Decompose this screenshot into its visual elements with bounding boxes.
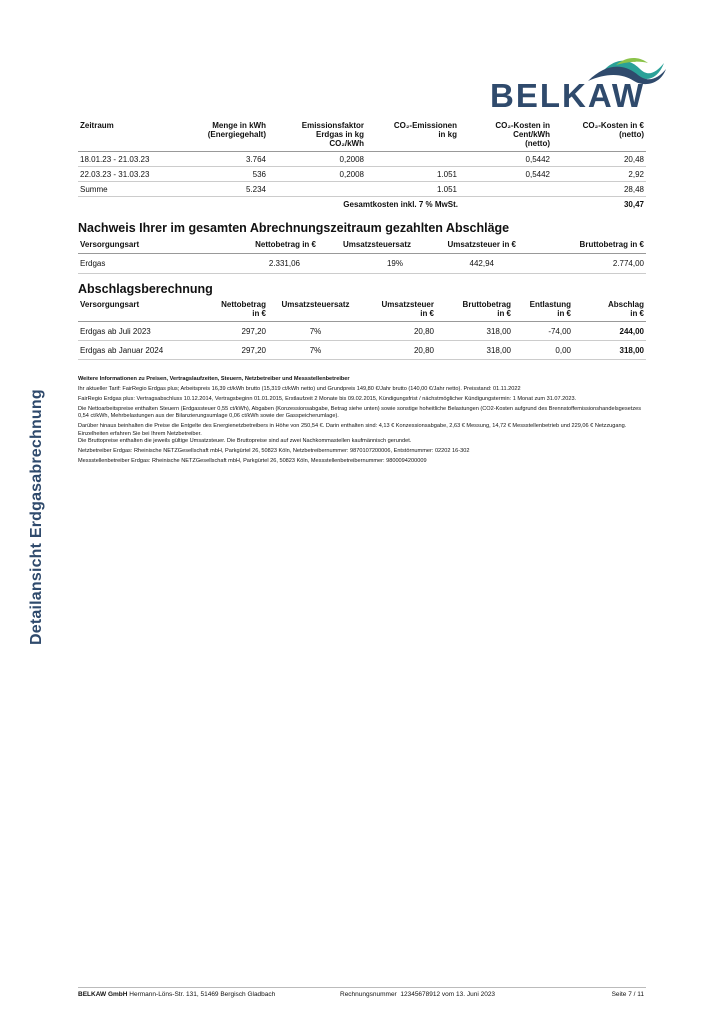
header-net: Nettobetrag in € bbox=[198, 238, 318, 254]
cell-net: 2.331,06 bbox=[198, 254, 318, 274]
installments-title: Abschlagsberechnung bbox=[78, 282, 213, 296]
header-factor: Emissionsfaktor Erdgas in kg CO₂/kWh bbox=[268, 119, 366, 152]
total-row bbox=[78, 197, 646, 212]
info-meter-operator: Messstellenbetreiber Erdgas: Rheinische NETZGesellschaft mbH, Parkgürtel 26, 50823 Köln, Messstellenbetreibernummer: 9800094200009 bbox=[78, 457, 427, 464]
header-tax: Umsatzsteuer in € bbox=[363, 298, 436, 322]
payments-title: Nachweis Ihrer im gesamten Abrechnungszeitraum gezahlten Abschläge bbox=[78, 221, 510, 235]
footer-company: BELKAW GmbH Hermann-Löns-Str. 131, 51469 Bergisch Gladbach bbox=[78, 991, 276, 998]
cell-rate: 7% bbox=[268, 341, 363, 360]
cell-emissions: 1.051 bbox=[366, 167, 459, 182]
header-relief: Entlastung in € bbox=[513, 298, 573, 322]
header-amount: Menge in kWh (Energiegehalt) bbox=[178, 119, 268, 152]
info-heading: Weitere Informationen zu Preisen, Vertragslaufzeiten, Steuern, Netzbetreiber und Messstellenbetreiber bbox=[78, 376, 350, 382]
cell-net: 297,20 bbox=[188, 341, 268, 360]
cell-emissions bbox=[366, 152, 459, 167]
payments-table bbox=[78, 238, 646, 274]
header-cost-ct: CO₂-Kosten in Cent/kWh (netto) bbox=[459, 119, 552, 152]
cell-rate: 19% bbox=[318, 254, 413, 274]
cell-rate: 7% bbox=[268, 322, 363, 341]
cell-tax: 442,94 bbox=[413, 254, 518, 274]
co2-cost-table bbox=[78, 119, 646, 211]
cell-amount: 5.234 bbox=[178, 182, 268, 197]
table-row bbox=[78, 182, 646, 197]
cell-cost-eur: 20,48 bbox=[552, 152, 646, 167]
table-header-row bbox=[78, 298, 646, 322]
header-tax: Umsatzsteuer in € bbox=[413, 238, 518, 254]
cell-factor: 0,2008 bbox=[268, 152, 366, 167]
cell-type: Erdgas ab Juli 2023 bbox=[78, 322, 188, 341]
side-title: Detailansicht Erdgasabrechnung bbox=[28, 389, 45, 645]
cell-period: 22.03.23 - 31.03.23 bbox=[78, 167, 178, 182]
logo-text: BELKAW bbox=[490, 77, 645, 114]
cell-type: Erdgas ab Januar 2024 bbox=[78, 341, 188, 360]
header-emissions: CO₂-Emissionen in kg bbox=[366, 119, 459, 152]
footer-divider bbox=[78, 987, 646, 988]
table-header-row bbox=[78, 119, 646, 152]
cell-amount: 3.764 bbox=[178, 152, 268, 167]
info-section bbox=[78, 376, 646, 467]
table-row bbox=[78, 167, 646, 182]
header-period: Zeitraum bbox=[78, 119, 178, 152]
cell-cost-ct bbox=[459, 182, 552, 197]
header-net: Nettobetrag in € bbox=[188, 298, 268, 322]
cell-cost-ct: 0,5442 bbox=[459, 167, 552, 182]
cell-amount: 536 bbox=[178, 167, 268, 182]
cell-net: 297,20 bbox=[188, 322, 268, 341]
cell-type: Erdgas bbox=[78, 254, 198, 274]
cell-installment: 244,00 bbox=[573, 322, 646, 341]
header-gross: Bruttobetrag in € bbox=[436, 298, 513, 322]
info-network-operator: Netzbetreiber Erdgas: Rheinische NETZGesellschaft mbH, Parkgürtel 26, 50823 Köln, Netzbetreibernummer: 9870107200006, Entstörnummer: 02202 16-302 bbox=[78, 447, 470, 454]
table-row bbox=[78, 254, 646, 274]
footer-page: Seite 7 / 11 bbox=[611, 991, 644, 998]
footer-invoice: Rechnungsnummer 12345678912 vom 13. Juni 2023 bbox=[340, 991, 496, 998]
cell-factor bbox=[268, 182, 366, 197]
cell-cost-ct: 0,5442 bbox=[459, 152, 552, 167]
cell-gross: 318,00 bbox=[436, 322, 513, 341]
cell-relief: -74,00 bbox=[513, 322, 573, 341]
cell-gross: 2.774,00 bbox=[518, 254, 646, 274]
cell-gross: 318,00 bbox=[436, 341, 513, 360]
info-contract: FairRegio Erdgas plus: Vertragsabschluss 10.12.2014, Vertragsbeginn 01.01.2015, Erstlaufzeit 2 Monate bis 09.02.2015, Kündigungsfrist / nächstmöglicher Kündigungstermin: 1 Monat zum 31.07.2023. bbox=[78, 396, 577, 403]
cell-cost-eur: 28,48 bbox=[552, 182, 646, 197]
cell-cost-eur: 2,92 bbox=[552, 167, 646, 182]
installments-table bbox=[78, 298, 646, 360]
table-row bbox=[78, 341, 646, 360]
cell-emissions: 1.051 bbox=[366, 182, 459, 197]
header-cost-eur: CO₂-Kosten in € (netto) bbox=[552, 119, 646, 152]
total-value: 30,47 bbox=[623, 199, 644, 209]
header-rate: Umsatzsteuersatz bbox=[268, 298, 363, 322]
header-installment: Abschlag in € bbox=[573, 298, 646, 322]
total-label: Gesamtkosten inkl. 7 % MwSt. bbox=[343, 199, 458, 209]
table-row bbox=[78, 152, 646, 167]
cell-period: Summe bbox=[78, 182, 178, 197]
belkaw-logo bbox=[488, 55, 668, 115]
table-header-row bbox=[78, 238, 646, 254]
cell-relief: 0,00 bbox=[513, 341, 573, 360]
header-type: Versorgungsart bbox=[78, 298, 188, 322]
info-taxes: Die Nettoarbeitspreise enthalten Steuern (Erdgassteuer 0,55 ct/kWh), Abgaben (Konzessionsabgabe, Betrag siehe unten) sowie sonstige hoheitliche Belastungen (CO2-Kosten aufgrund des Brennstoffemissionshandelsgesetzes 0,54 ct/kWh, Mehrbelastungen aus der Bilanzierungsumlage 0,06 ct/kWh sowie der Gasspeicherumlage). bbox=[78, 406, 642, 420]
header-rate: Umsatzsteuersatz bbox=[318, 238, 413, 254]
header-gross: Bruttobetrag in € bbox=[518, 238, 646, 254]
cell-installment: 318,00 bbox=[573, 341, 646, 360]
header-type: Versorgungsart bbox=[78, 238, 198, 254]
cell-period: 18.01.23 - 21.03.23 bbox=[78, 152, 178, 167]
info-tariff: Ihr aktueller Tarif: FairRegio Erdgas plus; Arbeitspreis 16,39 ct/kWh brutto (15,319 ct/kWh netto) und Grundpreis 149,80 €/Jahr brutto (140,00 €/Jahr netto). Preisstand: 01.11.2022 bbox=[78, 386, 521, 393]
info-network-fees: Darüber hinaus beinhalten die Preise die Entgelte des Energienetzbetreibers in Höhe von 250,54 €. Darin enthalten sind: 4,13 € Konzessionsabgabe, 2,63 € Messung, 14,72 € Messstellenbetrieb und 229,06 € Netzzugang. Einzelheiten erfahren Sie bei Ihrem Netzbetreiber. Die Bruttopreise enthalten die jeweils gültige Umsatzsteuer. Die Bruttopreise sind auf zwei Nachkommastellen kaufmännisch gerundet. bbox=[78, 423, 627, 445]
table-row bbox=[78, 322, 646, 341]
cell-tax: 20,80 bbox=[363, 341, 436, 360]
cell-tax: 20,80 bbox=[363, 322, 436, 341]
cell-factor: 0,2008 bbox=[268, 167, 366, 182]
